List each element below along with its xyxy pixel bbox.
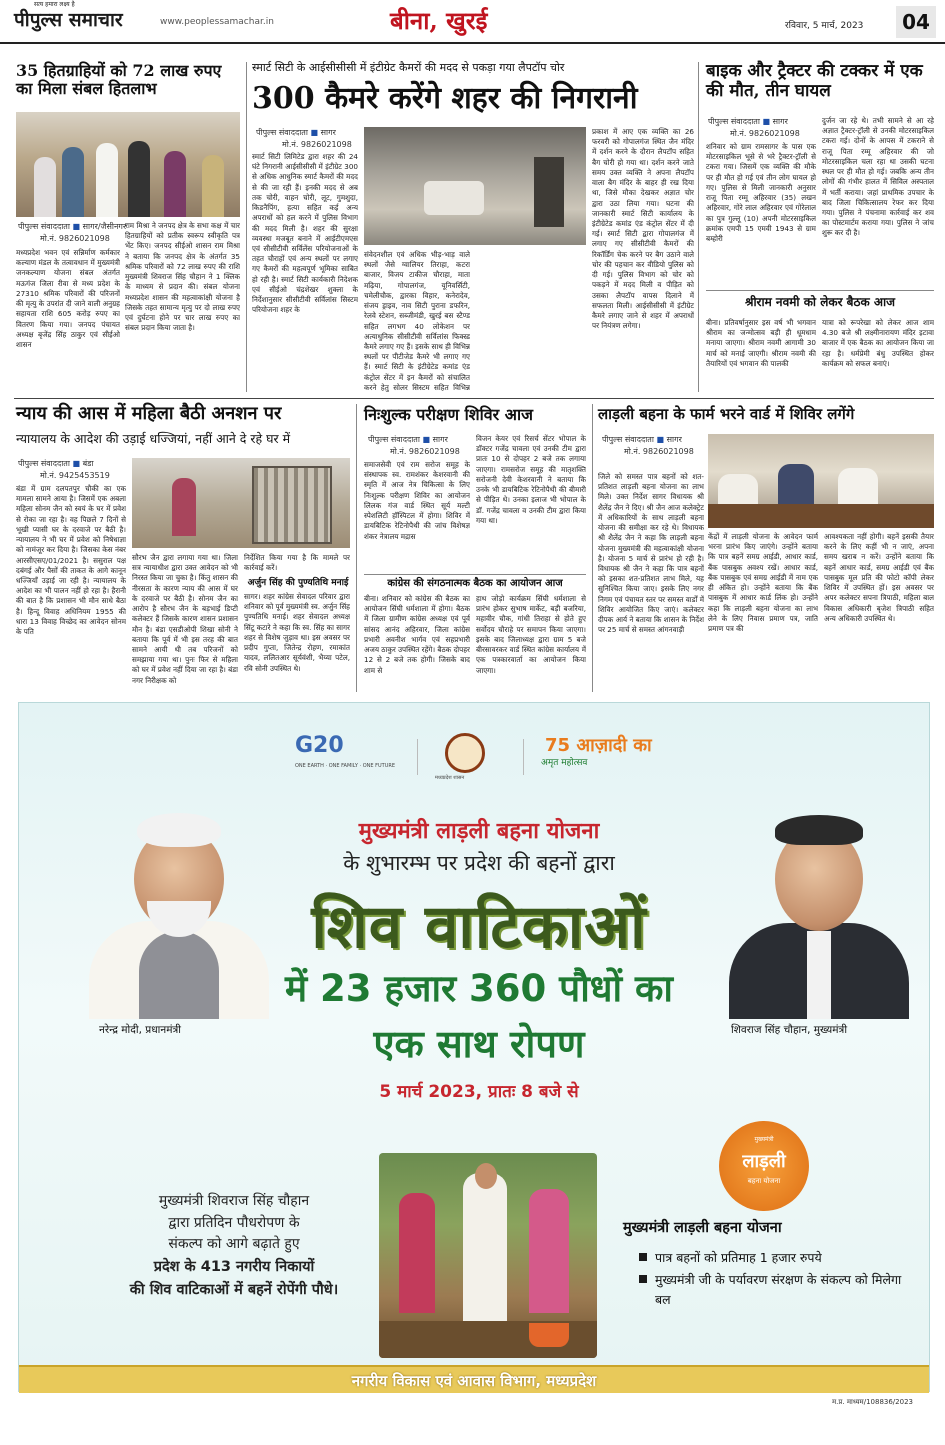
issue-date: रविवार, 5 मार्च, 2023: [785, 21, 864, 31]
article-headline-ramnavami: श्रीराम नवमी को लेकर बैठक आज: [744, 295, 896, 309]
ad-photo-tree-planting: [379, 1153, 597, 1358]
masthead: [0, 0, 945, 44]
article-subhead: न्यायालय के आदेश की उड़ाई धज्जियां, नहीं आने दे रहे घर में: [16, 431, 291, 446]
list-item: पात्र बहनों को प्रतिमाह 1 हजार रुपये: [639, 1248, 909, 1267]
column-divider: [592, 404, 593, 692]
byline: पीपुल्स संवाददाता ■ सागर: [368, 435, 448, 444]
logo-tagline: सत्य हमारा लक्ष्य है: [34, 1, 75, 8]
article-photo-cctv: [364, 127, 586, 245]
article-body: सागर। शहर कांग्रेस सेवादल परिवार द्वारा शनिवार को पूर्व मुख्यमंत्री स्व. अर्जुन सिंह पुण्यतिथि मनाई। शहर सेवादल अध्यक्ष सिंटू कटारे ने कहा कि स्व. सिंह का सागर शहर से विशेष जुड़ाव था। इस अवसर पर प्रदीप गुप्ता, जितेन्द्र रोहण, रमाकांत यादव, ललितआर सूर्यवंशी, भैय्या पटेल, रवि सोनी उपस्थित थे।: [244, 592, 350, 673]
g20-tagline: ONE EARTH · ONE FAMILY · ONE FUTURE: [295, 763, 395, 769]
column-divider: [356, 404, 357, 692]
byline: पीपुल्स संवाददाता ■ सागर: [602, 435, 682, 444]
reporter-phone: मो.नं. 9826021098: [40, 234, 110, 243]
article-photo-meeting: [708, 434, 934, 528]
article-body: दुर्जन जा रहे थे। तभी सामने से आ रहे अज्ञात ट्रैक्टर-ट्रॉली से उनकी मोटरसाइकिल टकरा गई। दोनों के आपस में टकराने से राजू पिता रम्मू अहिरवार की जो मोटरसाइकिल चला रहा था उसकी घटना स्थल पर ही मौत हो गई। जबकि अन्य तीन लोगों की गंभीर हालत में सिविल अस्पताल में भर्ती कराया। जहां प्राथमिक उपचार के बाद जिला चिकित्सालय रेफर कर दिया गया। पुलिस ने पंचनामा कार्रवाई कर शव का पोस्टमार्टम कराया गया। पुलिस ने जांच शुरू कर दी है।: [822, 116, 934, 238]
ad-logo-strip: [295, 733, 655, 783]
article-body: शनिवार को ग्राम रामसागर के पास एक मोटरसाइकिल भूसे से भरे ट्रैक्टर-ट्रॉली से टकरा गया। जिसमें एक व्यक्ति की मौके पर ही मौत हो गई एवं तीन लोग घायल हो गए। पुलिस से मिली जानकारी अनुसार राजू पिता रम्मू अहिरवार (35) लखन अहिरवार, गोरे लाल अहिरवार एवं गोरेलाल का पुत्र गुल्लू (10) अपनी मोटरसाइकिल क्रमांक एमपी 15 एमवी 1943 से ग्राम बम्होरी: [706, 142, 816, 243]
article-headline-free-camp: निःशुल्क परीक्षण शिविर आज: [364, 405, 533, 424]
article-body: हाथ जोड़ो कार्यक्रम सिंघी धर्मशाला से प्रारंभ होकर सुभाष मार्केट, बड़ी बजरिया, महावीर चौक, गांधी तिराहा से होते हुए सर्वोदय चौराहे पर समापन किया जाएगा। इसके बाद जिलाध्यक्ष द्वारा ग्राम 5 बजे बीरसावरकर वार्ड स्थित कांग्रेस कार्यालय में एक पत्रकारवार्ता का आयोजन किया जाएगा।: [476, 594, 586, 675]
byline: पीपुल्स संवाददाता ■ बंडा: [18, 459, 94, 468]
ad-main-line2: में 23 हजार 360 पौधों का: [284, 967, 673, 1010]
article-body: यात्रा को रूपरेखा को लेकर आज शाम 4.30 बजे श्री लक्ष्मीनारायण मंदिर इटावा बाजार में एक बैठक का आयोजन किया जा रहा है। धर्मप्रेमी बंधु उपस्थित होकर कार्यक्रम को सफल बनाएं।: [822, 318, 934, 368]
article-body: केंद्रों में लाड़ली योजना के आवेदन फार्म भरना प्रारंभ किए जाएंगे। उन्होंने बताया कि पात्र बहनें समग्र आईडी, आधार कार्ड, बैंक पासबुक अवश्य रखें। आधार कार्ड, बैंक पासबुक एवं समग्र आईडी में नाम एक ही अंकित हो। उन्होंने बताया कि बैंक पासबुक में आधार कार्ड लिंक हो। उन्होंने कहा कि लाड़ली बहना योजना का लाभ लेने के लिए निवास प्रमाण पत्र, जाति प्रमाण पत्र की: [708, 532, 818, 633]
section-divider: [364, 574, 586, 575]
article-headline-congress-meeting: कांग्रेस की संगठनात्मक बैठक का आयोजन आज: [387, 578, 563, 589]
azadi-logo: 75 आज़ादी का: [545, 735, 652, 756]
ad-subline: के शुभारम्भ पर प्रदेश की बहनों द्वारा: [343, 851, 615, 875]
article-headline-ladli-behna: लाड़ली बहना के फार्म भरने वार्ड में शिविर लगेंगे: [598, 405, 855, 423]
reporter-phone: मो.नं. 9425453519: [40, 471, 110, 480]
ad-scheme-line: मुख्यमंत्री लाड़ली बहना योजना: [358, 819, 600, 844]
reporter-phone: मो.नं. 9826021098: [730, 129, 800, 138]
section-divider: [706, 290, 934, 291]
article-body: समाजसेवी एवं राम सरोज समूह के संस्थापक स्व. रामशंकर केशरवानी की स्मृति में आज नेत्र चिकित्सा के लिए निःशुल्क परीक्षण शिविर का आयोजन लिलक गंज वार्ड स्थित सूर्य मल्टी स्पेशलिटी हॉस्पिटल में होगा। शिविर में डायबिटिक रेटिनोपैथी की जांच विशेषज्ञ शंकर नेत्रालय मद्रास: [364, 460, 470, 541]
reporter-phone: मो.नं. 9826021098: [390, 447, 460, 456]
list-item: मुख्यमंत्री जी के पर्यावरण संरक्षण के संकल्प को मिलेगा बल: [639, 1270, 909, 1309]
ad-department: नगरीय विकास एवं आवास विभाग, मध्यप्रदेश: [351, 1372, 597, 1390]
azadi-logo-subtitle: अमृत महोत्सव: [541, 758, 588, 768]
byline: पीपुल्स संवाददाता ■ सागर: [256, 128, 336, 137]
ad-main-title: शिव वाटिकाओं: [311, 892, 647, 962]
mp-government-seal-icon: [445, 733, 485, 773]
seal-caption: मध्यप्रदेश शासन: [435, 775, 465, 781]
article-body: विजन केयर एवं रिसर्च सेंटर भोपाल के डॉक्टर गजेंद्र चावला एवं उनकी टीम द्वारा प्रातः 10 से दोपहर 2 बजे तक लगाया जाएगा। रामसरोज समूह की मातृशक्ति सरोजनी देवी केशरवानी ने बताया कि उनके भी डायबिटिक रेटिनोपैथी की बीमारी से पीड़ित थे। उनका इलाज भी भोपाल के डॉ. गजेंद्र चावला व उनकी टीम द्वारा किया गया था।: [476, 434, 586, 525]
reporter-phone: मो.नं. 9826021098: [282, 140, 352, 149]
caption-chief-minister: शिवराज सिंह चौहान, मुख्यमंत्री: [731, 1024, 848, 1036]
caption-prime-minister: नरेन्द्र मोदी, प्रधानमंत्री: [99, 1024, 182, 1036]
logo-text: पीपुल्स समाचार: [14, 9, 123, 31]
article-headline-hunger-strike: न्याय की आस में महिला बैठी अनशन पर: [16, 403, 282, 424]
article-body: बंडा में ग्राम दलपतपुर चौकी का एक मामला सामने आया है। जिसमें एक अबला महिला सोनम जैन को स्वयं के घर में प्रवेश से रोका जा रहा है। वह पिछले 7 दिनों से भूखी प्यासी घर के दरवाजे पर बैठी है। न्यायालय ने भी घर में प्रवेश को निषेधाज्ञा को नामंजूर कर दिया है। जिसका केस नंबर आरसीएसए/01/2021 है। ससुराल पक्ष दबंगई और पैसों की ताकत के आगे कानून धज्जियाँ उड़ाई जा रही है। न्यायालय के आदेश का भी पालन नहीं हो रहा है। हैरानी की बात है कि प्रशासन भी मौन साधे बैठा है। हिन्दू विवाह अधिनियम 1955 की धारा 13 विवाह विच्छेद का आवेदन सोनम के पति: [16, 484, 126, 637]
article-body: बीना। प्रतिवर्षानुसार इस वर्ष भी भगवान श्रीराम का जन्मोत्सव बड़ी ही धूमधाम मनाया जाएगा। श्रीराम नवमी आगामी 30 मार्च को मनाई जाएगी। श्रीराम नवमी की तैयारियों एवं भगवान की पालकी: [706, 318, 816, 368]
ladli-behna-logo-icon: मुख्यमंत्री लाड़ली बहना योजना: [719, 1121, 809, 1211]
article-body: प्रकाश में आए एक व्यक्ति का 26 फरवरी को गोपालगंज स्थित जैन मंदिर में दर्शन करने के दौरान लैपटॉप सहित बैग चोरी हो गया था। दर्शन करने जाते समय उक्त व्यक्ति ने अपना लैपटॉप वाला बैग मंदिर के बाहर ही रख दिया था, जिसे मौका देखकर अज्ञात चोर द्वारा उठा लिया गया। घटना की जानकारी स्मार्ट सिटी कार्यालय के इंटीग्रेटेड कमांड एंड कंट्रोल सेंटर में दी गई। स्मार्ट सिटी द्वारा गोपालगंज में लगाए गए सीसीटीवी कैमरों की रिकॉर्डिंग चेक करने पर बैग उठाने वाले चोर की पहचान कर वीडियो पुलिस को दी गई। पुलिस विभाग को चोर को पकड़ने में मदद मिली व पीड़ित को उसका लैपटॉप वापस दिलाने में सफलता मिली। आईसीसीसी में इंटीग्रेट कैमरे लगाए जाने से शहर में अपराधों पर नियंत्रण लगेगा।: [592, 127, 694, 331]
bullet-icon: [639, 1253, 647, 1261]
article-body: सौरभ जैन द्वारा लगाया गया था। जिला सत्र न्यायाधीश द्वारा उक्त आवेदन को भी निरस्त किया जा चुका है। किंतु शासन की नीरसता के कारण न्याय की आस में घर के दरवाजे पर बैठी है। सोनम जैन का आरोप है सौरभ जैन के बड़भाई डिप्टी कलेक्टर हैं जिसके कारण शासन प्रशासन मौन है। बंडा एसडीओपी शिखा सोनी ने बताया कि पूर्व में भी इस तरह की बात सामने आयी थी तब परिजनों को समझाया गया था। पुनः फिर से महिला को घर में प्रवेश नहीं दिया जा रहा है। बंडा नगर निरीक्षक को: [132, 553, 238, 685]
ad-left-message: मुख्यमंत्री शिवराज सिंह चौहान द्वारा प्रतिदिन पौधरोपण के संकल्प को आगे बढ़ाते हुए प्रदेश के 413 नगरीय निकायों की शिव वाटिकाओं में बहनें रोपेंगी पौधे।: [129, 1193, 339, 1298]
ad-benefit-list: [639, 1248, 909, 1312]
section-divider: [14, 398, 934, 399]
website-link[interactable]: www.peoplessamachar.in: [160, 17, 274, 27]
byline: पीपुल्स संवाददाता ■ सागर/जैसीनगर: [18, 222, 127, 231]
page-number: 04: [896, 6, 936, 38]
article-headline-arjun-singh: अर्जुन सिंह की पुण्यतिथि मनाई: [247, 578, 349, 588]
article-body: जिले को समस्त पात्र बहनों को शत-प्रतिशत लाड़ली बहना योजना का लाभ मिले। उक्त निर्देश सागर विधायक श्री शैलेंद्र जैन ने दिए। श्री जैन आज कलेक्ट्रेट में अधिकारियों के साथ लाड़ली बहना योजना की समीक्षा कर रहे थे। विधायक श्री शैलेंद्र जैन ने कहा कि लाड़ली बहना योजना मुख्यमंत्री की महत्वाकांक्षी योजना है। योजना 5 मार्च से प्रारंभ हो रही है। विधायक श्री जैन ने कहा कि पात्र बहनों को इसका शत-प्रतिशत लाभ मिले, यह सुनिश्चित किया जाए। इसके लिए नगर निगम एवं पंचायत स्तर पर समस्त वार्डों में शिविर आयोजित किए जाएं। कलेक्टर दीपक आर्य ने बताया कि शासन के निर्देश पर 25 मार्च से समस्त आंगनवाड़ी: [598, 472, 704, 635]
article-body: संवेदनशील एवं अधिक भीड़-भाड़ वाले स्थलों जैसे ग्वालियर तिराहा, कटरा बाजार, विजय टाकीज चौराहा, माता मढ़िया, गोपालगंज, यूनिवर्सिटी, चमेलीचौक, द्वारका विहार, कनेरादेव, संजय ड्राइव, नाव सिटी पुराना डफरिन, रेलवे स्टेशन, सब्जीमंडी, खुरई बस स्टैण्ड सहित लगभग 40 लोकेशन पर अत्याधुनिक सीसीटीवी सर्विलांस फिक्स्ड कैमरे लगाए गए हैं। इसके साथ ही विभिन्न स्थलों पर पीटीजेड कैमरे भी लगाए गए हैं। स्मार्ट सिटी के इंटीग्रेटेड कमांड एंड कंट्रोल सेंटर में इन कैमरों को संचालित करने हेतु सोलर सिस्टम सहित विभिन्न: [364, 250, 470, 392]
g20-logo: G20: [295, 733, 344, 758]
government-advertisement: [18, 702, 930, 1392]
article-body: बीना। शनिवार को कांग्रेस की बैठक का आयोजन सिंघी धर्मशाला में होगा। बैठक में जिला ग्रामीण कांग्रेस अध्यक्ष एवं पूर्व सांसद आनंद अहिरवार, जिला कांग्रेस प्रभारी अवनीश भार्गव एवं सहप्रभारी अजय ठाकुर उपस्थित रहेंगे। बैठक दोपहर 12 से 2 बजे तक होगी। जिसके बाद शाम से: [364, 594, 470, 675]
portrait-prime-minister: [79, 791, 279, 1019]
byline: पीपुल्स संवाददाता ■ सागर: [708, 117, 788, 126]
article-photo-beneficiaries: [16, 112, 240, 217]
edition-place: बीना, खुरई: [390, 6, 488, 35]
article-headline-samba: 35 हितग्राहियों को 72 लाख रुपए का मिला संबल हितलाभ: [16, 61, 222, 99]
ad-main-line3: एक साथ रोपण: [373, 1022, 585, 1066]
ad-right-title: मुख्यमंत्री लाड़ली बहना योजना: [623, 1220, 782, 1236]
reporter-phone: मो.नं. 9826021098: [624, 447, 694, 456]
article-body: राम मिश्रा ने जनपद क्षेत्र के सभा कक्ष में चार हितग्राहियों को प्रतीक स्वरूप स्वीकृति पत्र भेंट किए। जनपद सीईओ शासन राम मिश्रा ने बताया कि जनपद क्षेत्र के अंतर्गत 35 श्रमिक परिवारों को 72 लाख रुपए की राशि मुख्यमंत्री शिवराज सिंह चौहान ने 1 क्लिक के माध्यम से प्रदान की। संबल योजना मध्यप्रदेश शासन की महत्वाकांक्षी योजना है जिसके तहत सामान्य मृत्यु पर दो लाख रुपए एवं दुर्घटना होने पर चार लाख रुपए का संबल प्रदान किया जाता है।: [125, 221, 240, 333]
article-kicker: स्मार्ट सिटी के आईसीसीसी में इंटीग्रेट कैमरों की मदद से पकड़ा गया लैपटॉप चोर: [252, 61, 565, 74]
article-photo-woman-protest: [132, 458, 350, 548]
ad-release-code: म.प्र. माध्यम/108836/2023: [832, 1398, 913, 1406]
article-headline-cameras: 300 कैमरे करेंगे शहर की निगरानी: [252, 81, 638, 116]
article-body: स्मार्ट सिटी लिमिटेड द्वारा शहर की 24 घंटे निगरानी आईसीसीसी में इंटीग्रेट 300 से अधिक आधुनिक स्मार्ट कैमरों की मदद से की जा रही हैं। इनकी मदद से अब तक चोरी, वाहन चोरी, लूट, गुमशुदा, किडनैपिंग, हत्या सहित कई अन्य अपराधों को हल करने में पुलिस विभाग की मदद मिली है। शहर की सुरक्षा व्यवस्था मजबूत बनाने में आईटीएमएस एवं सीसीटीवी सर्विलेंस परियोजनाओं के तहत चौराहों एवं अन्य स्थलों पर लगाए गए कैमरों की महत्वपूर्ण भूमिका साबित हो रही है। स्मार्ट सिटी कार्यकारी निदेशक एवं सीईओ चंद्रशेखर शुक्ला के निर्देशानुसार सीसीटीवी सर्विलांस सिस्टम परियोजना शहर के: [252, 152, 358, 315]
column-divider: [698, 62, 699, 392]
newspaper-logo: [14, 1, 123, 32]
portrait-chief-minister: [719, 791, 919, 1019]
article-body: मध्यप्रदेश भवन एवं सन्निर्माण कर्मकार कल्याण मंडल के तत्वावधान में मुख्यमंत्री जनकल्याण योजना संबल अंतर्गत मऊगंज जिला रीवा से मध्य प्रदेश के 27310 श्रमिक परिवारों की परिजनों की मृत्यु के उपरांत दी जाने वाली अनुग्रह सहायता राशि 605 करोड़ रुपए का वितरण किया गया। जनपद पंचायत अध्यक्ष बृजेंद्र सिंह ठाकुर एवं सीईओ शासन: [16, 248, 120, 349]
bullet-icon: [639, 1275, 647, 1283]
ad-footer-band: [19, 1365, 929, 1393]
article-body: निर्देशित किया गया है कि मामले पर कार्रवाई करें।: [244, 553, 350, 573]
article-headline-accident: बाइक और ट्रैक्टर की टक्कर में एक की मौत, तीन घायल: [706, 61, 923, 101]
ad-event-time: 5 मार्च 2023, प्रातः 8 बजे से: [379, 1082, 579, 1102]
column-divider: [246, 62, 247, 392]
article-body: आवश्यकता नहीं होगी। बहनें इसकी तैयार करने के लिए कहीं भी न जाएं, अपना समय खराब न करें। उन्होंने बताया कि बहनें आधार कार्ड, समग्र आईडी एवं बैंक पासबुक मूल प्रति की फोटो कॉपी लेकर शिविर में उपस्थित हों। इस अवसर पर अपर कलेक्टर सपना त्रिपाठी, महिला बाल विकास अधिकारी बृजेश त्रिपाठी सहित अन्य अधिकारी उपस्थित थे।: [824, 532, 934, 623]
